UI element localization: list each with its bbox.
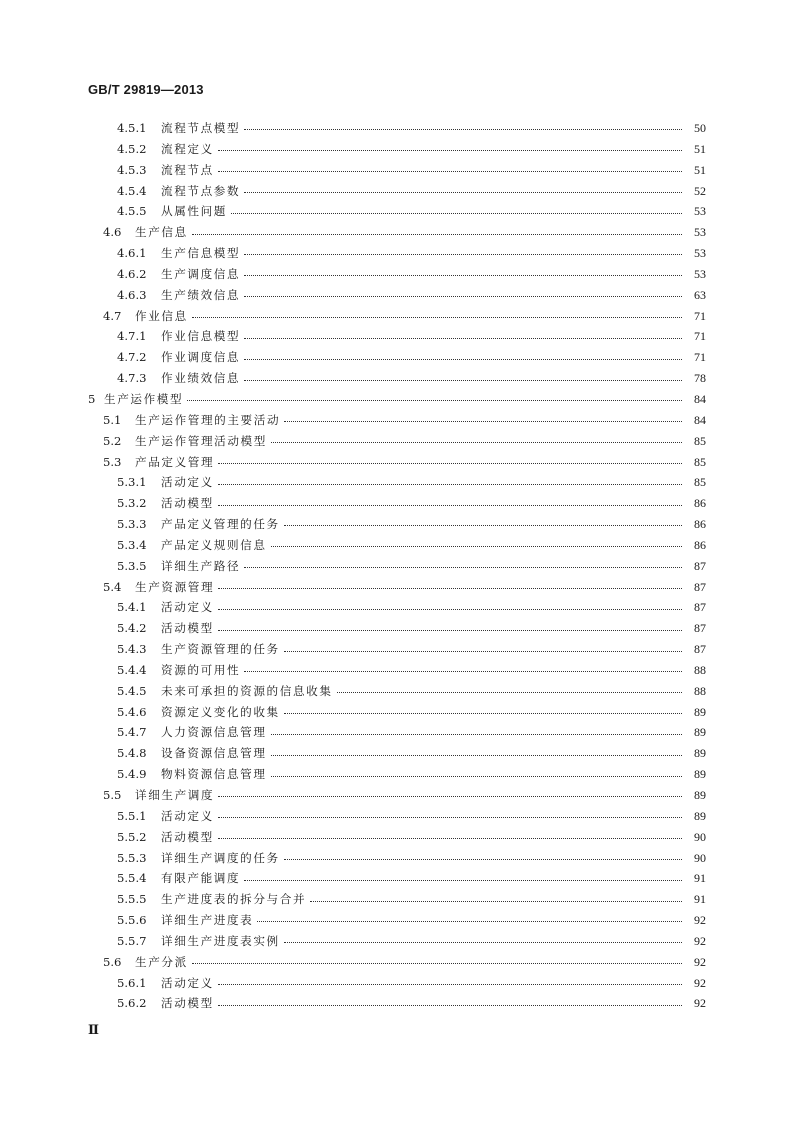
toc-entry-page: 87: [694, 579, 706, 594]
toc-entry-page: 87: [694, 642, 706, 657]
dot-leader: [337, 691, 682, 693]
dot-leader: [257, 920, 682, 922]
toc-entry-page: 87: [694, 558, 706, 573]
toc-entry[interactable]: [0, 389, 706, 410]
toc-entry[interactable]: [0, 764, 706, 785]
toc-entry-number: 4.7: [103, 308, 122, 323]
toc-entry[interactable]: [0, 806, 706, 827]
toc-entry-title: 人力资源信息管理: [161, 725, 267, 740]
toc-entry-title: 生产调度信息: [161, 266, 241, 281]
dot-leader: [218, 462, 682, 464]
toc-entry[interactable]: [0, 910, 706, 931]
toc-entry-title: 活动模型: [161, 996, 214, 1011]
toc-entry-title: 生产信息: [135, 225, 188, 240]
dot-leader: [231, 212, 682, 214]
toc-entry-number: 5.5.5: [117, 892, 147, 907]
toc-entry-page: 50: [694, 121, 706, 135]
dot-leader: [244, 253, 682, 255]
toc-entry-number: 4.5.1: [117, 121, 147, 135]
toc-entry-page: 92: [694, 933, 706, 948]
toc-entry-title: 流程定义: [161, 141, 214, 156]
toc-entry-number: 5.4.2: [117, 621, 147, 636]
dot-leader: [218, 837, 682, 839]
page-number: Ⅱ: [88, 1022, 99, 1037]
toc-entry-number: 5.5.1: [117, 808, 147, 823]
toc-entry[interactable]: [0, 285, 706, 306]
toc-entry-page: 71: [694, 350, 706, 365]
toc-entry-page: 71: [694, 329, 706, 344]
dot-leader: [244, 337, 682, 339]
toc-entry[interactable]: [0, 722, 706, 743]
toc-entry-title: 活动定义: [161, 600, 214, 615]
dot-leader: [244, 295, 682, 297]
toc-entry-number: 5.6.1: [117, 975, 147, 990]
toc-entry[interactable]: [0, 368, 706, 389]
toc-entry-page: 88: [694, 662, 706, 677]
toc-entry-title: 活动模型: [161, 496, 214, 511]
toc-entry-title: 生产资源管理的任务: [161, 642, 280, 657]
dot-leader: [218, 1004, 682, 1006]
toc-entry-page: 92: [694, 975, 706, 990]
dot-leader: [284, 524, 682, 526]
toc-entry-number: 5.5: [103, 788, 122, 802]
dot-leader: [218, 587, 682, 589]
toc-entry-page: 90: [694, 850, 706, 865]
toc-entry-title: 生产进度表的拆分与合并: [161, 892, 307, 907]
dot-leader: [218, 149, 682, 151]
dot-leader: [218, 608, 682, 610]
toc-entry[interactable]: [0, 264, 706, 285]
toc-entry[interactable]: [0, 222, 706, 243]
toc-entry-number: 4.6.3: [117, 287, 147, 302]
dot-leader: [310, 900, 682, 902]
toc-entry-title: 作业绩效信息: [161, 371, 241, 386]
toc-entry[interactable]: [0, 889, 706, 910]
toc-entry-page: 90: [694, 829, 706, 844]
toc-entry-title: 活动定义: [161, 475, 214, 490]
toc-entry-number: 5.3.5: [117, 558, 147, 573]
toc-entry-number: 5.5.2: [117, 829, 147, 844]
toc-entry-page: 89: [694, 704, 706, 719]
dot-leader: [218, 983, 682, 985]
toc-entry-title: 详细生产调度: [135, 788, 215, 802]
toc-entry-title: 未来可承担的资源的信息收集: [161, 683, 333, 698]
toc-entry-page: 51: [694, 162, 706, 177]
table-of-contents: [0, 118, 794, 1014]
toc-entry-number: 5.5.3: [117, 850, 147, 865]
dot-leader: [192, 316, 682, 318]
toc-entry-number: 5.3: [103, 454, 122, 469]
toc-entry[interactable]: [0, 139, 706, 160]
dot-leader: [244, 670, 682, 672]
toc-entry-title: 详细生产路径: [161, 558, 241, 573]
toc-entry-number: 5.4.7: [117, 725, 147, 740]
toc-entry-page: 53: [694, 225, 706, 240]
dot-leader: [244, 274, 682, 276]
toc-entry-number: 4.7.1: [117, 329, 147, 344]
toc-entry-page: 85: [694, 475, 706, 490]
toc-entry-number: 5.6: [103, 954, 122, 969]
toc-entry[interactable]: [0, 347, 706, 368]
toc-entry-number: 4.5.5: [117, 204, 147, 219]
toc-entry-number: 5.6.2: [117, 996, 147, 1011]
toc-entry[interactable]: [0, 868, 706, 889]
toc-entry-title: 活动模型: [161, 829, 214, 844]
toc-entry-number: 5.5.4: [117, 871, 147, 886]
toc-entry-title: 详细生产调度的任务: [161, 850, 280, 865]
toc-entry-page: 89: [694, 767, 706, 782]
toc-entry-number: 5.4.8: [117, 746, 147, 761]
toc-entry-page: 91: [694, 892, 706, 907]
toc-entry-number: 5.2: [103, 433, 122, 448]
toc-entry[interactable]: [0, 931, 706, 952]
toc-entry-page: 89: [694, 808, 706, 823]
dot-leader: [218, 629, 682, 631]
toc-entry[interactable]: [0, 827, 706, 848]
dot-leader: [271, 775, 682, 777]
toc-entry-title: 作业信息模型: [161, 329, 241, 344]
toc-entry[interactable]: [0, 660, 706, 681]
toc-entry-page: 89: [694, 725, 706, 740]
toc-entry-page: 85: [694, 433, 706, 448]
toc-entry[interactable]: [0, 639, 706, 660]
dot-leader: [284, 712, 682, 714]
toc-entry-title: 产品定义管理: [135, 454, 215, 469]
toc-entry-page: 89: [694, 788, 706, 802]
toc-entry[interactable]: [0, 785, 706, 806]
toc-entry-number: 5.5.6: [117, 913, 147, 928]
toc-entry-title: 生产分派: [135, 954, 188, 969]
dot-leader: [192, 962, 682, 964]
toc-entry-page: 88: [694, 683, 706, 698]
toc-entry-title: 活动定义: [161, 808, 214, 823]
toc-entry[interactable]: [0, 743, 706, 764]
toc-entry-number: 4.5.3: [117, 162, 147, 177]
toc-entry-page: 85: [694, 454, 706, 469]
toc-entry-title: 产品定义规则信息: [161, 537, 267, 552]
toc-entry[interactable]: [0, 410, 706, 431]
toc-entry[interactable]: [0, 993, 706, 1014]
toc-entry[interactable]: [0, 472, 706, 493]
dot-leader: [244, 128, 682, 130]
toc-entry-page: 53: [694, 246, 706, 261]
dot-leader: [244, 191, 682, 193]
toc-entry-number: 4.6: [103, 225, 122, 240]
toc-entry[interactable]: [0, 493, 706, 514]
toc-entry-number: 5.4.3: [117, 642, 147, 657]
toc-entry[interactable]: [0, 514, 706, 535]
toc-entry-title: 详细生产进度表实例: [161, 933, 280, 948]
dot-leader: [271, 441, 682, 443]
dot-leader: [218, 816, 682, 818]
toc-entry-title: 设备资源信息管理: [161, 746, 267, 761]
toc-entry[interactable]: [0, 306, 706, 327]
dot-leader: [284, 858, 682, 860]
toc-entry[interactable]: [0, 326, 706, 347]
dot-leader: [192, 233, 682, 235]
toc-entry[interactable]: [0, 431, 706, 452]
dot-leader: [187, 399, 682, 401]
toc-entry-number: 5.3.1: [117, 475, 147, 490]
toc-entry-number: 5.4: [103, 579, 122, 594]
toc-entry-number: 5.4.6: [117, 704, 147, 719]
toc-entry[interactable]: [0, 452, 706, 473]
toc-entry-page: 92: [694, 954, 706, 969]
toc-entry[interactable]: [0, 681, 706, 702]
toc-entry-page: 52: [694, 183, 706, 198]
toc-entry[interactable]: [0, 201, 706, 222]
toc-entry-page: 92: [694, 996, 706, 1011]
toc-entry-title: 生产资源管理: [135, 579, 215, 594]
dot-leader: [218, 170, 682, 172]
toc-entry-page: 84: [694, 391, 706, 406]
toc-entry-title: 作业信息: [135, 308, 188, 323]
dot-leader: [244, 358, 682, 360]
toc-entry-title: 详细生产进度表: [161, 913, 254, 928]
toc-entry-title: 有限产能调度: [161, 871, 241, 886]
toc-entry[interactable]: [0, 118, 706, 139]
toc-entry[interactable]: [0, 243, 706, 264]
toc-entry[interactable]: [0, 952, 706, 973]
toc-entry-number: 4.7.3: [117, 371, 147, 386]
toc-entry-title: 从属性问题: [161, 204, 227, 219]
toc-entry-number: 4.5.4: [117, 183, 147, 198]
toc-entry-title: 资源的可用性: [161, 662, 241, 677]
toc-entry-number: 4.5.2: [117, 141, 147, 156]
toc-entry-title: 资源定义变化的收集: [161, 704, 280, 719]
toc-entry-title: 生产运作管理的主要活动: [135, 412, 281, 427]
toc-entry-number: 5: [88, 391, 96, 406]
toc-entry-page: 51: [694, 141, 706, 156]
toc-entry-title: 活动模型: [161, 621, 214, 636]
toc-entry-number: 5.5.7: [117, 933, 147, 948]
toc-entry[interactable]: [0, 702, 706, 723]
toc-entry-title: 流程节点: [161, 162, 214, 177]
toc-entry-page: 63: [694, 287, 706, 302]
toc-entry-page: 78: [694, 371, 706, 386]
toc-entry-title: 活动定义: [161, 975, 214, 990]
toc-entry-title: 生产运作管理活动模型: [135, 433, 267, 448]
dot-leader: [218, 504, 682, 506]
toc-entry-number: 5.4.1: [117, 600, 147, 615]
toc-entry-title: 生产信息模型: [161, 246, 241, 261]
toc-entry-page: 87: [694, 600, 706, 615]
toc-entry[interactable]: [0, 535, 706, 556]
toc-entry-number: 5.4.5: [117, 683, 147, 698]
dot-leader: [244, 566, 682, 568]
toc-entry-title: 产品定义管理的任务: [161, 517, 280, 532]
toc-entry-page: 53: [694, 204, 706, 219]
dot-leader: [284, 941, 682, 943]
toc-entry-page: 89: [694, 746, 706, 761]
toc-entry[interactable]: [0, 973, 706, 994]
toc-entry-number: 5.4.9: [117, 767, 147, 782]
toc-entry[interactable]: [0, 597, 706, 618]
toc-entry-page: 87: [694, 621, 706, 636]
dot-leader: [284, 650, 682, 652]
toc-entry-number: 5.1: [103, 412, 122, 427]
toc-entry[interactable]: [0, 556, 706, 577]
dot-leader: [244, 879, 682, 881]
toc-entry[interactable]: [0, 577, 706, 598]
toc-entry-number: 5.3.4: [117, 537, 147, 552]
toc-entry-title: 生产绩效信息: [161, 287, 241, 302]
toc-entry-title: 流程节点模型: [161, 121, 241, 135]
toc-entry-title: 作业调度信息: [161, 350, 241, 365]
toc-entry-number: 5.4.4: [117, 662, 147, 677]
toc-entry-page: 53: [694, 266, 706, 281]
toc-entry-title: 物料资源信息管理: [161, 767, 267, 782]
toc-entry-page: 84: [694, 412, 706, 427]
dot-leader: [271, 733, 682, 735]
dot-leader: [218, 483, 682, 485]
toc-entry-page: 86: [694, 496, 706, 511]
toc-entry-page: 92: [694, 913, 706, 928]
toc-entry-number: 4.7.2: [117, 350, 147, 365]
toc-entry-title: 流程节点参数: [161, 183, 241, 198]
dot-leader: [284, 420, 682, 422]
dot-leader: [271, 754, 682, 756]
toc-entry-page: 71: [694, 308, 706, 323]
standard-code-header: GB/T 29819—2013: [88, 82, 204, 97]
dot-leader: [244, 379, 682, 381]
toc-entry[interactable]: [0, 618, 706, 639]
toc-entry-number: 5.3.2: [117, 496, 147, 511]
toc-entry-number: 5.3.3: [117, 517, 147, 532]
dot-leader: [271, 545, 682, 547]
toc-entry-page: 86: [694, 517, 706, 532]
toc-entry-page: 86: [694, 537, 706, 552]
toc-entry-page: 91: [694, 871, 706, 886]
toc-entry-number: 4.6.1: [117, 246, 147, 261]
dot-leader: [218, 795, 682, 797]
toc-entry[interactable]: [0, 160, 706, 181]
toc-entry-number: 4.6.2: [117, 266, 147, 281]
toc-entry[interactable]: [0, 848, 706, 869]
toc-entry-title: 生产运作模型: [104, 391, 184, 406]
toc-entry[interactable]: [0, 181, 706, 202]
